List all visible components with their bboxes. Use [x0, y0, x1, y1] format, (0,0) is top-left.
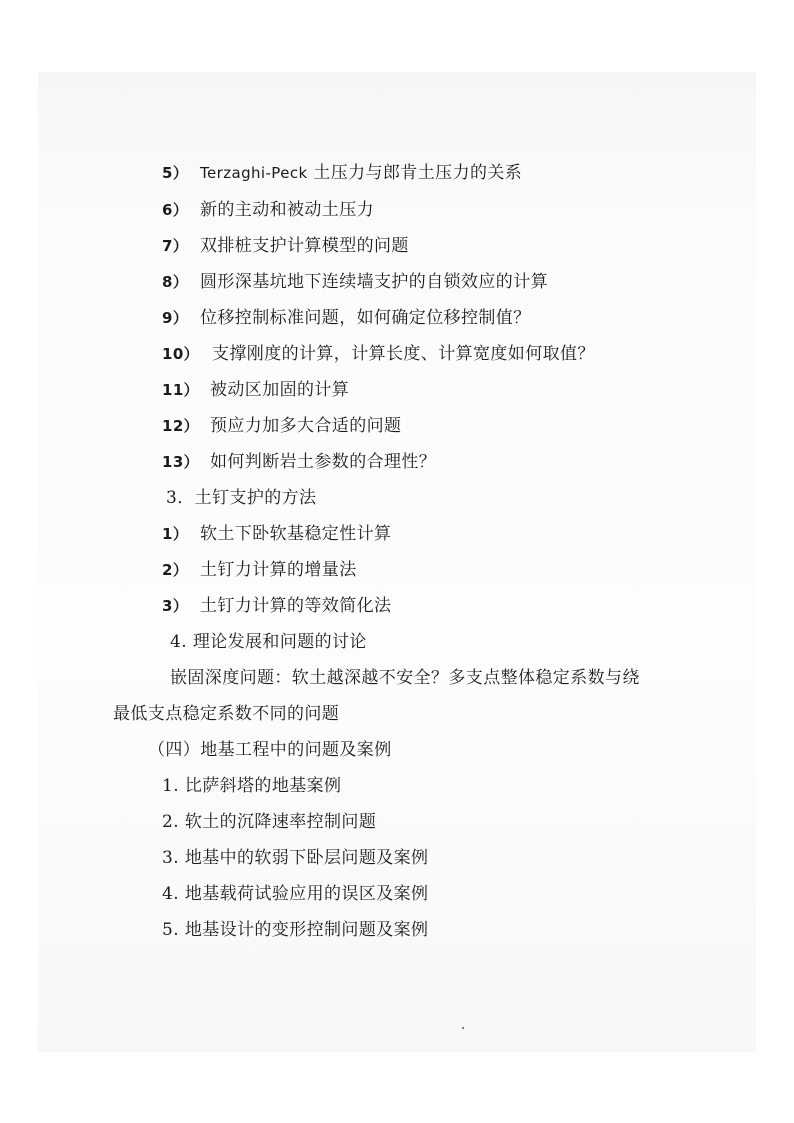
item-number: 13）: [162, 453, 200, 471]
item-text: 支撑刚度的计算，计算长度、计算宽度如何取值？: [212, 344, 595, 364]
item-text: 预应力加多大合适的问题: [210, 416, 402, 436]
item-number: 3）: [162, 597, 189, 615]
item-text: 土钉力计算的等效简化法: [200, 596, 392, 616]
list-item-3: [162, 595, 391, 617]
item-number: 9）: [162, 309, 189, 327]
paragraph-text: 嵌固深度问题：软土越深越不安全？多支点整体稳定系数与绕: [170, 668, 640, 688]
heading-text: 3．土钉支护的方法: [166, 488, 317, 508]
list-item-11: [162, 379, 349, 401]
item-text: 4. 地基载荷试验应用的误区及案例: [162, 884, 429, 904]
item-text: 土压力与郎肯土压力的关系: [307, 163, 523, 183]
list-item-8: [162, 271, 548, 293]
paragraph-text: 最低支点稳定系数不同的问题: [113, 704, 340, 724]
case-item-3: [162, 847, 428, 869]
section-heading-theory: [170, 631, 367, 653]
item-latin-term: Terzaghi-Peck: [200, 164, 308, 182]
item-text: 新的主动和被动土压力: [200, 200, 374, 220]
item-text: 3. 地基中的软弱下卧层问题及案例: [162, 848, 429, 868]
list-item-13: [162, 451, 436, 473]
list-item-7: [162, 235, 409, 257]
item-text: 土钉力计算的增量法: [200, 560, 357, 580]
section-heading-foundation: [148, 739, 392, 761]
list-item-1: [162, 523, 391, 545]
case-item-1: [162, 775, 341, 797]
scan-speck: [462, 1027, 464, 1029]
paragraph-line-1: [170, 667, 640, 689]
heading-text: （四）地基工程中的问题及案例: [148, 740, 392, 760]
item-number: 6）: [162, 201, 189, 219]
item-text: 圆形深基坑地下连续墙支护的自锁效应的计算: [200, 272, 548, 292]
list-item-9: [162, 307, 531, 329]
item-text: 1. 比萨斜塔的地基案例: [162, 776, 342, 796]
item-number: 1）: [162, 525, 189, 543]
item-number: 7）: [162, 237, 189, 255]
item-number: 12）: [162, 417, 200, 435]
item-text: 双排桩支护计算模型的问题: [200, 236, 409, 256]
case-item-4: [162, 883, 428, 905]
item-text: 2. 软土的沉降速率控制问题: [162, 812, 377, 832]
list-item-2: [162, 559, 357, 581]
item-number: 8）: [162, 273, 189, 291]
item-text: 如何判断岩土参数的合理性？: [210, 452, 437, 472]
paragraph-line-2: [113, 703, 339, 725]
list-item-10: [162, 343, 595, 365]
section-heading-soil-nailing: [166, 487, 316, 509]
case-item-2: [162, 811, 376, 833]
scan-background: [38, 72, 756, 1052]
heading-text: 4. 理论发展和问题的讨论: [170, 632, 367, 652]
item-text: 5. 地基设计的变形控制问题及案例: [162, 920, 429, 940]
item-number: 10）: [162, 345, 200, 363]
item-text: 位移控制标准问题，如何确定位移控制值？: [200, 308, 531, 328]
item-text: 被动区加固的计算: [210, 380, 350, 400]
item-number: 11）: [162, 381, 200, 399]
list-item-6: [162, 199, 374, 221]
item-number: 5）: [162, 164, 189, 182]
case-item-5: [162, 919, 428, 941]
item-text: 软土下卧软基稳定性计算: [200, 524, 392, 544]
list-item-12: [162, 415, 401, 437]
item-number: 2）: [162, 561, 189, 579]
list-item-5: [162, 162, 522, 184]
